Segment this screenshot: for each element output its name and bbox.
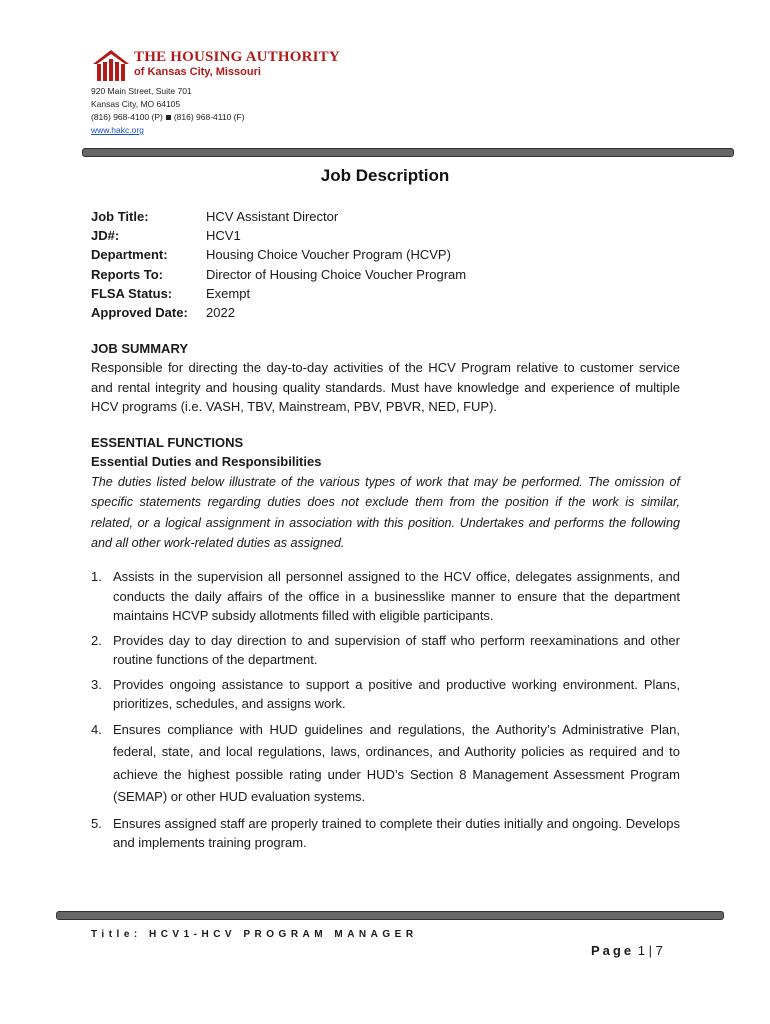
meta-value: HCV1 xyxy=(206,228,241,244)
page-label: Page xyxy=(591,943,635,958)
list-item xyxy=(91,814,680,853)
square-bullet-icon xyxy=(166,115,171,120)
list-item-number: 1. xyxy=(91,569,102,584)
meta-label: Department: xyxy=(91,247,168,263)
meta-row-jd-number xyxy=(91,226,466,245)
page-separator: | xyxy=(648,943,652,958)
footer-document-title: Title: HCV1-HCV PROGRAM MANAGER xyxy=(91,929,418,940)
list-item-text: Provides day to day direction to and supervision of staff who perform reexaminations and other routine functions of the department. xyxy=(113,632,680,667)
meta-row-approved-date xyxy=(91,303,466,322)
essential-duties-intro: The duties listed below illustrate of the various types of work that may be performed. The omission of specific statements regarding duties does not exclude them from the position if the work is similar, related, or a logical assignment in association with this position. Undertakes and performs the following and all other work-related duties as assigned. xyxy=(91,475,680,550)
list-item-text: Ensures compliance with HUD guidelines and regulations, the Authority’s Administrative Plan, federal, state, and local regulations, laws, ordinances, and Authority policies as required and to achieve the highest possible rating under HUD’s Section 8 Management Assessment Program (SEMAP) or other HUD evaluation systems. xyxy=(113,721,680,804)
duties-list xyxy=(91,567,680,858)
page-total: 7 xyxy=(655,943,663,958)
phone-number: (816) 968-4100 (P) xyxy=(91,112,163,122)
job-summary-heading: JOB SUMMARY xyxy=(91,341,189,356)
page-current: 1 xyxy=(637,943,645,958)
list-item-text: Assists in the supervision all personnel assigned to the HCV office, delegates assignments, and conducts the daily affairs of the office in a businesslike manner to ensure that the department maintains HCVP subsidy allotments filled with eligible participants. xyxy=(113,569,680,623)
fax-number: (816) 968-4110 (F) xyxy=(173,112,245,122)
meta-value: Director of Housing Choice Voucher Program xyxy=(206,266,467,282)
meta-label: FLSA Status: xyxy=(91,285,173,301)
meta-value: Housing Choice Voucher Program (HCVP) xyxy=(206,247,451,263)
document-title: Job Description xyxy=(320,166,450,185)
list-item-number: 2. xyxy=(91,632,102,648)
meta-label: Reports To: xyxy=(91,266,163,282)
list-item-text: Provides ongoing assistance to support a positive and productive working environment. Plans, prioritizes, schedules, and assigns work. xyxy=(113,676,680,711)
job-summary-text: Responsible for directing the day-to-day activities of the HCV Program relative to customer service and rental integrity and housing quality standards. Must have knowledge and experience of multiple HCV programs (i.e. VASH, TBV, Mainstream, PBV, PBVR, NED, FUP). xyxy=(91,360,680,415)
org-name: THE HOUSING AUTHORITY xyxy=(134,49,340,65)
meta-value: 2022 xyxy=(206,305,235,321)
footer-divider xyxy=(56,911,724,920)
house-columns-logo-icon xyxy=(92,48,130,82)
list-item-number: 5. xyxy=(91,815,102,831)
page-number xyxy=(591,943,663,958)
list-item xyxy=(91,567,680,626)
website-link[interactable]: www.hakc.org xyxy=(91,125,144,135)
meta-value: HCV Assistant Director xyxy=(206,209,339,224)
meta-row-job-title xyxy=(91,207,466,226)
address-line-1: 920 Main Street, Suite 701 xyxy=(91,86,192,96)
meta-label: Job Title: xyxy=(91,209,149,224)
header-divider xyxy=(82,148,734,157)
org-logo xyxy=(92,46,392,82)
job-meta-table xyxy=(91,207,466,322)
list-item xyxy=(91,631,680,670)
list-item-number: 4. xyxy=(91,721,102,737)
contact-numbers xyxy=(91,111,245,124)
list-item-number: 3. xyxy=(91,676,102,692)
meta-label: JD#: xyxy=(91,228,120,244)
org-location: of Kansas City, Missouri xyxy=(134,66,261,78)
list-item xyxy=(91,719,680,809)
address-line-2: Kansas City, MO 64105 xyxy=(91,99,181,109)
list-item xyxy=(91,675,680,714)
meta-label: Approved Date: xyxy=(91,305,188,321)
meta-value: Exempt xyxy=(206,285,251,301)
org-address-block xyxy=(91,85,245,137)
list-item-text: Ensures assigned staff are properly trained to complete their duties initially and ongoing. Develops and implements training program. xyxy=(113,815,680,850)
essential-duties-subheading: Essential Duties and Responsibilities xyxy=(91,454,322,469)
meta-row-department xyxy=(91,245,466,264)
meta-row-reports-to xyxy=(91,265,466,284)
essential-functions-heading: ESSENTIAL FUNCTIONS xyxy=(91,435,244,450)
meta-row-flsa-status xyxy=(91,284,466,303)
